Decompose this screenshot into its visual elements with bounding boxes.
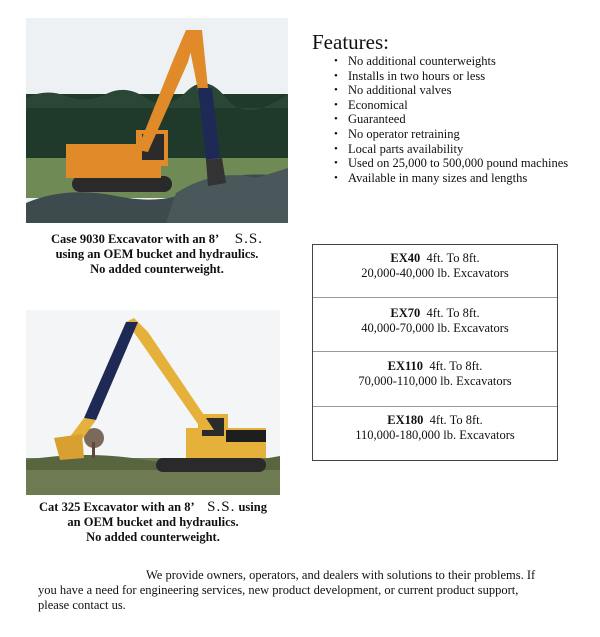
caption-text: using an OEM bucket and hydraulics. <box>55 247 259 261</box>
feature-item: • No operator retraining <box>334 127 574 142</box>
ss-label: S.S. <box>234 231 263 247</box>
feature-item: • Used on 25,000 to 500,000 pound machines <box>334 156 574 171</box>
spec-model: EX40 <box>390 251 421 265</box>
caption-text: an OEM bucket and hydraulics. <box>67 515 239 529</box>
spec-model: EX110 <box>387 359 424 373</box>
ss-label: S.S. <box>207 499 236 515</box>
spec-range: 4ft. To 8ft. <box>429 413 483 427</box>
caption-text: using <box>238 500 267 514</box>
caption-text: Cat 325 Excavator with an 8’ <box>39 500 195 514</box>
cat-325-photo <box>26 310 280 495</box>
row-divider <box>313 406 557 407</box>
spec-row <box>313 251 557 281</box>
feature-item: • Installs in two hours or less <box>334 69 574 84</box>
spec-row <box>313 306 557 336</box>
spec-desc: 40,000-70,000 lb. Excavators <box>361 321 509 335</box>
cat-325-illustration <box>26 310 280 495</box>
case-9030-photo <box>26 18 288 223</box>
row-divider <box>313 351 557 352</box>
caption-text: No added counterweight. <box>86 530 220 544</box>
feature-item: • No additional counterweights <box>334 54 574 69</box>
feature-item: • Guaranteed <box>334 112 574 127</box>
cat-325-caption <box>22 500 284 545</box>
spec-desc: 110,000-180,000 lb. Excavators <box>355 428 515 442</box>
features-title: Features: <box>312 30 389 54</box>
spec-row <box>313 413 557 443</box>
feature-item: • Local parts availability <box>334 142 574 157</box>
spec-desc: 20,000-40,000 lb. Excavators <box>361 266 509 280</box>
footer-paragraph: We provide owners, operators, and dealers with solutions to their problems. If you have a need for engineering services, new product development, or current product support, please contact us. <box>38 568 536 612</box>
spec-desc: 70,000-110,000 lb. Excavators <box>358 374 512 388</box>
features-list <box>334 54 574 185</box>
caption-text: No added counterweight. <box>90 262 224 276</box>
spec-range: 4ft. To 8ft. <box>429 359 483 373</box>
spec-range: 4ft. To 8ft. <box>426 251 480 265</box>
feature-item: • Available in many sizes and lengths <box>334 171 574 186</box>
spec-model: EX70 <box>390 306 421 320</box>
feature-item: • Economical <box>334 98 574 113</box>
case-9030-illustration <box>26 18 288 223</box>
spec-range: 4ft. To 8ft. <box>426 306 480 320</box>
row-divider <box>313 297 557 298</box>
spec-row <box>313 359 557 389</box>
spec-model: EX180 <box>387 413 424 427</box>
caption-text: Case 9030 Excavator with an 8’ <box>51 232 220 246</box>
feature-item: • No additional valves <box>334 83 574 98</box>
spec-table <box>312 244 558 461</box>
case-9030-caption <box>26 232 288 277</box>
